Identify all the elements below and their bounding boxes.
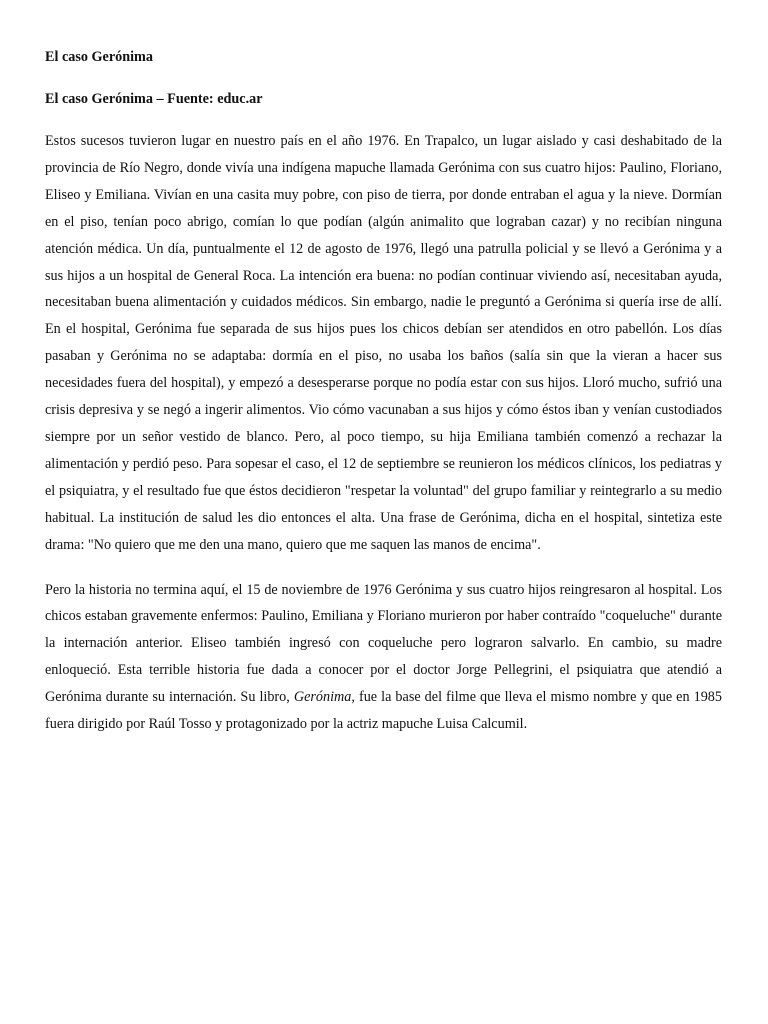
paragraph-2 [45,577,722,738]
paragraph-2-text-end: , fue la base del filme que lleva el mismo nombre y que en 1985 fuera dirigido por Raúl Tosso y protagonizado por la actriz mapuche Luisa Calcumil. [45,689,722,733]
paragraph-2-text-start: Pero la historia no termina aquí, el 15 de noviembre de 1976 Gerónima y sus cuatro hijos reingresaron al hospital. Los chicos estaban gravemente enfermos: Paulino, Emiliana y Floriano murieron por haber contraído "coqueluche" durante la internación anterior. Eliseo también ingresó con coqueluche pero lograron salvarlo. En cambio, su madre enloqueció. Esta terrible historia fue dada a conocer por el doctor Jorge Pellegrini, el psiquiatra que atendió a Gerónima durante su internación. Su libro, [45,581,722,706]
document-page [45,44,722,756]
book-title-italic: Gerónima [293,689,352,706]
paragraph-1: Estos sucesos tuvieron lugar en nuestro país en el año 1976. En Trapalco, un lugar aislado y casi deshabitado de la provincia de Río Negro, donde vivía una indígena mapuche llamada Gerónima con sus cuatro hijos: Paulino, Floriano, Eliseo y Emiliana. Vivían en una casita muy pobre, con piso de tierra, por donde entraban el agua y la nieve. Dormían en el piso, tenían poco abrigo, comían lo que podían (algún animalito que lograban cazar) y no recibían ninguna atención médica. Un día, puntualmente el 12 de agosto de 1976, llegó una patrulla policial y se llevó a Gerónima y a sus hijos a un hospital de General Roca. La intención era buena: no podían continuar viviendo así, necesitaban ayuda, necesitaban buena alimentación y cuidados médicos. Sin embargo, nadie le preguntó a Gerónima si quería irse de allí. En el hospital, Gerónima fue separada de sus hijos pues los chicos debían ser atendidos en otro pabellón. Los días pasaban y Gerónima no se adaptaba: dormía en el piso, no usaba los baños (salía sin que la vieran a hacer sus necesidades fuera del hospital), y empezó a desesperarse porque no podía estar con sus hijos. Lloró mucho, sufrió una crisis depresiva y se negó a ingerir alimentos. Vio cómo vacunaban a sus hijos y cómo éstos iban y venían custodiados siempre por un señor vestido de blanco. Pero, al poco tiempo, su hija Emiliana también comenzó a rechazar la alimentación y perdió peso. Para sopesar el caso, el 12 de septiembre se reunieron los médicos clínicos, los pediatras y el psiquiatra, y el resultado fue que éstos decidieron "respetar la voluntad" del grupo familiar y reintegrarlo a su medio habitual. La institución de salud les dio entonces el alta. Una frase de Gerónima, dicha en el hospital, sintetiza este drama: "No quiero que me den una mano, quiero que me saquen las manos de encima". [45,133,722,553]
document-subtitle: El caso Gerónima – Fuente: educ.ar [45,91,263,107]
document-title: El caso Gerónima [45,49,153,65]
